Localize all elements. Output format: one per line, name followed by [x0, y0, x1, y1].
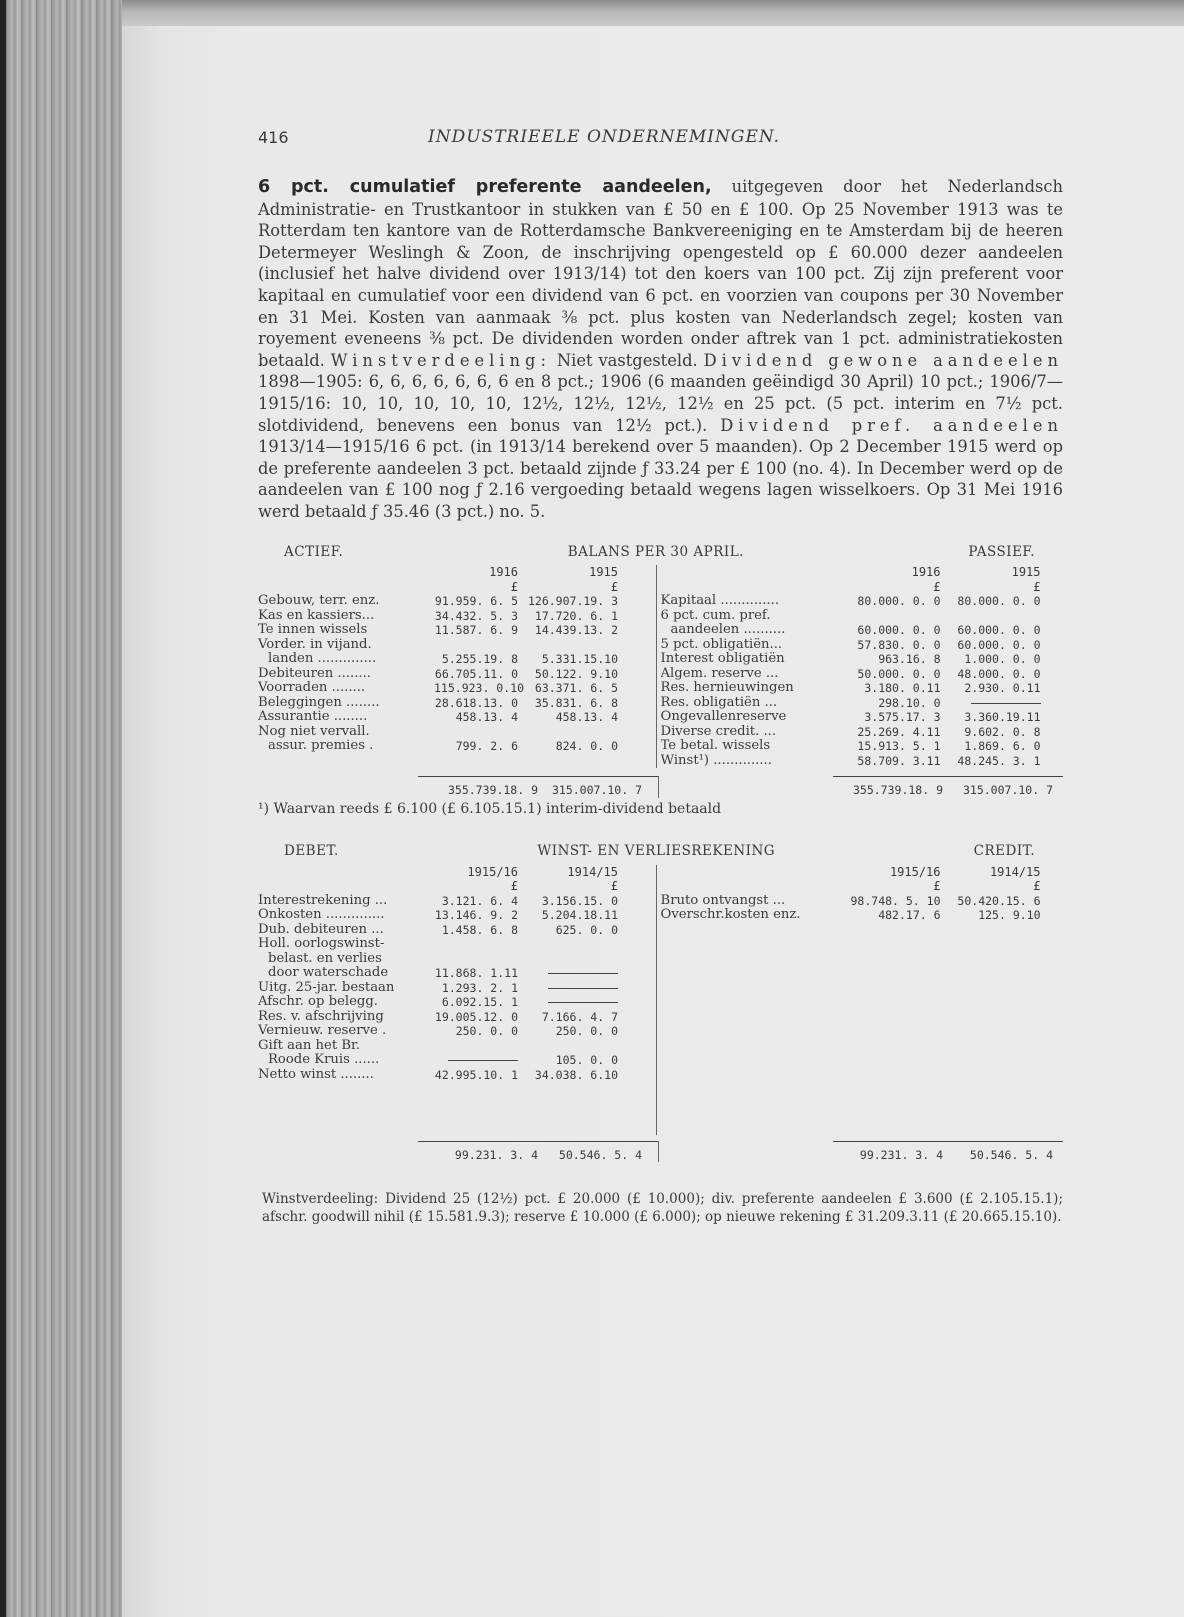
row-value-1: 799. 2. 6 — [455, 739, 518, 753]
table-row — [258, 966, 656, 981]
row-value-2: 63.371. 6. 5 — [534, 681, 618, 695]
currency-header: £ — [1033, 579, 1041, 594]
row-value-1: 58.709. 3.11 — [857, 753, 941, 768]
row-value-1: 3.180. 0.11 — [864, 681, 941, 695]
row-label: Holl. oorlogswinst- — [258, 937, 385, 951]
row-value-1: 66.705.11. 0 — [434, 666, 518, 681]
currency-header: £ — [610, 879, 618, 893]
credit-column — [656, 865, 1063, 1135]
row-label: 6 pct. cum. pref. — [660, 608, 771, 623]
row-value-2: 7.166. 4. 7 — [541, 1009, 618, 1024]
row-label: Kapitaal .............. — [660, 594, 780, 608]
year-header: 1916 — [489, 565, 518, 579]
spaced-heading: Winstverdeeling: — [330, 350, 551, 370]
row-label: Roode Kruis ...... — [268, 1053, 380, 1067]
debet-total-1: 99.231. 3. 4 — [454, 1147, 538, 1162]
row-value-2 — [518, 966, 618, 981]
row-value-2: 60.000. 0. 0 — [957, 623, 1041, 637]
table-row — [258, 894, 656, 909]
row-value-2: 1.000. 0. 0 — [964, 652, 1041, 666]
row-label: Onkosten .............. — [258, 908, 385, 922]
row-value-1: 1.458. 6. 8 — [441, 922, 518, 937]
actief-column — [258, 565, 656, 768]
table-row — [661, 725, 1063, 740]
table-row — [661, 594, 1063, 609]
row-value-1: 458.13. 4 — [455, 710, 518, 724]
row-value-2: 80.000. 0. 0 — [957, 594, 1041, 608]
actief-total-1916: 355.739.18. 9 — [447, 783, 538, 797]
debet-total-2: 50.546. 5. 4 — [558, 1147, 642, 1162]
table-row — [258, 1039, 656, 1054]
table-row — [258, 908, 656, 923]
row-value-1: 3.575.17. 3 — [864, 710, 941, 724]
row-label: Kas en kassiers... — [258, 608, 375, 623]
row-value-2: 60.000. 0. 0 — [957, 637, 1041, 652]
row-label: Netto winst ........ — [258, 1067, 374, 1082]
row-value-2: 5.331.15.10 — [541, 652, 618, 666]
row-value-2: 50.122. 9.10 — [534, 666, 618, 681]
row-value-2: 34.038. 6.10 — [534, 1067, 618, 1082]
row-label: Nog niet vervall. — [258, 724, 370, 739]
row-value-1: 57.830. 0. 0 — [857, 637, 941, 652]
row-label: Dub. debiteuren ... — [258, 922, 384, 937]
profit-loss-account — [258, 844, 1063, 1162]
row-value-1: 50.000. 0. 0 — [857, 666, 941, 681]
row-value-1: 28.618.13. 0 — [434, 695, 518, 710]
row-value-1 — [434, 937, 518, 952]
table-row — [258, 638, 656, 653]
table-row — [258, 937, 656, 952]
row-value-1: 115.923. 0.10 — [434, 681, 525, 695]
row-value-2: 9.602. 0. 8 — [964, 724, 1041, 739]
table-row — [661, 681, 1063, 696]
row-value-2: 5.204.18.11 — [541, 908, 618, 922]
row-value-2: 50.420.15. 6 — [957, 893, 1041, 908]
row-value-2: 125. 9.10 — [978, 908, 1041, 922]
passief-title: PASSIEF. — [968, 543, 1035, 560]
currency-header: £ — [933, 879, 941, 893]
row-label: Debiteuren ........ — [258, 666, 371, 681]
row-label: Vernieuw. reserve . — [258, 1024, 387, 1038]
row-value-2: 824. 0. 0 — [555, 739, 618, 753]
row-value-1: 11.868. 1.11 — [434, 966, 518, 980]
row-value-2 — [518, 1039, 618, 1054]
row-value-2: 1.869. 6. 0 — [964, 739, 1041, 753]
row-label: Diverse credit. ... — [660, 724, 777, 739]
row-label: Uitg. 25-jar. bestaan — [258, 980, 395, 995]
row-label: Beleggingen ........ — [258, 695, 380, 710]
passief-column — [656, 565, 1063, 768]
row-label: Res. hernieuwingen — [660, 681, 794, 695]
row-value-2 — [518, 952, 618, 967]
row-value-1: 250. 0. 0 — [455, 1024, 518, 1038]
row-value-2: 2.930. 0.11 — [964, 681, 1041, 695]
row-label: Res. obligatiën ... — [660, 695, 778, 710]
table-row — [258, 995, 656, 1010]
row-value-1: 60.000. 0. 0 — [857, 623, 941, 637]
row-value-2 — [518, 937, 618, 952]
year-header: 1915/16 — [889, 864, 941, 879]
empty-dash — [548, 988, 618, 989]
row-label: Res. v. afschrijving — [258, 1009, 384, 1024]
currency-header: £ — [933, 579, 941, 594]
currency-header: £ — [510, 579, 518, 594]
table-row — [661, 754, 1063, 769]
row-value-1 — [434, 638, 518, 653]
row-value-2: 126.907.19. 3 — [527, 594, 618, 608]
row-label: Afschr. op belegg. — [258, 995, 378, 1009]
row-value-1: 1.293. 2. 1 — [441, 980, 518, 995]
balance-footnote: ¹) Waarvan reeds £ 6.100 (£ 6.105.15.1) interim-dividend betaald — [258, 800, 722, 817]
empty-dash — [971, 703, 1041, 704]
table-row — [258, 609, 656, 624]
row-label: 5 pct. obligatiën... — [660, 637, 783, 652]
table-row — [661, 652, 1063, 667]
actief-title: ACTIEF. — [284, 543, 344, 560]
row-label: belast. en verlies — [268, 951, 382, 966]
row-value-1: 963.16. 8 — [878, 652, 941, 666]
year-header: 1915 — [589, 565, 618, 579]
table-row — [661, 710, 1063, 725]
text-run: 1913/14—1915/16 6 pct. (in 1913/14 berekend over 5 maanden). Op 2 December 1915 werd op de preferente aandeelen 3 pct. betaald zijnde ƒ 33.24 per £ 100 (no. 4). In December werd op de aandeelen van £ 100 nog ƒ 2.16 vergoeding betaald wegens lagen wisselkoers. Op 31 Mei 1916 werd betaald ƒ 35.46 (3 pct.) no. 5. — [258, 437, 1063, 521]
row-value-2 — [941, 696, 1041, 711]
row-label: Gebouw, terr. enz. — [258, 594, 380, 608]
empty-dash — [548, 1002, 618, 1003]
table-row — [258, 923, 656, 938]
table-row — [258, 667, 656, 682]
table-row — [258, 1024, 656, 1039]
row-value-1: 80.000. 0. 0 — [857, 594, 941, 608]
table-row — [258, 710, 656, 725]
row-value-1 — [434, 1039, 518, 1054]
balance-titles — [258, 545, 1063, 560]
row-value-2: 625. 0. 0 — [555, 922, 618, 937]
table-row — [661, 638, 1063, 653]
row-value-2 — [518, 995, 618, 1010]
spaced-heading: Dividend pref. aandeelen — [720, 415, 1063, 435]
book-spine-edge — [0, 0, 128, 1617]
text-run: Niet vastgesteld. — [550, 350, 704, 370]
table-row — [661, 623, 1063, 638]
winstverdeeling-paragraph: Winstverdeeling: Dividend 25 (12½) pct. £ 20.000 (£ 10.000); div. preferente aandeelen £ 3.600 (£ 2.105.15.1); afschr. goodwill nihil (£ 15.581.9.3); reserve £ 10.000 (£ 6.000); op nieuwe rekening £ 31.209.3.11 (£ 20.665.15.10). — [262, 1191, 1063, 1225]
row-value-1: 298.10. 0 — [878, 695, 941, 710]
row-value-1: 6.092.15. 1 — [441, 995, 518, 1009]
row-value-1: 98.748. 5. 10 — [850, 893, 941, 908]
row-label: Winst¹) .............. — [660, 753, 772, 768]
row-label: Gift aan het Br. — [258, 1038, 361, 1053]
currency-header: £ — [1033, 879, 1041, 893]
currency-header: £ — [610, 579, 618, 594]
row-label: Assurantie ........ — [258, 710, 368, 724]
row-value-1 — [434, 1053, 518, 1068]
row-label: Interest obligatiën — [660, 652, 785, 666]
row-value-2 — [518, 725, 618, 740]
row-label: door waterschade — [268, 966, 389, 980]
row-value-2: 35.831. 6. 8 — [534, 695, 618, 710]
row-label: Vorder. in vijand. — [258, 637, 372, 652]
page-content — [258, 122, 1063, 1226]
year-header: 1916 — [911, 565, 941, 579]
row-label: assur. premies . — [268, 739, 374, 753]
debet-column — [258, 865, 656, 1135]
table-row — [258, 696, 656, 711]
spaced-heading: Dividend gewone aandeelen — [703, 350, 1063, 370]
balance-sheet — [258, 545, 1063, 817]
row-label: Overschr.kosten enz. — [660, 908, 801, 922]
empty-dash — [548, 973, 618, 974]
running-title: INDUSTRIEELE ONDERNEMINGEN. — [428, 127, 781, 147]
text-run: uitgegeven door het Nederlandsch Administratie- en Trustkantoor in stukken van £ 50 en £ 100. Op 25 November 1913 was te Rotterdam ten kantore van de Rotterdamsche Bankvereeniging en te Amsterdam bij de heeren Determeyer Weslingh & Zoon, de inschrijving opengesteld op £ 60.000 dezer aandeelen (inclusief het halve dividend over 1913/14) tot den koers van 100 pct. Zij zijn preferent voor kapitaal en cumulatief voor een dividend van 6 pct. en voorzien van coupons per 30 November en 31 Mei. Kosten van aanmaak ⅜ pct. plus kosten van Nederlandsch zegel; kosten van royement eveneens ⅜ pct. De dividenden worden onder aftrek van 1 pct. administratiekosten betaald. — [258, 177, 1063, 370]
pl-title: WINST- EN VERLIESREKENING — [537, 843, 776, 859]
row-value-1: 13.146. 9. 2 — [434, 908, 518, 922]
row-value-2: 105. 0. 0 — [555, 1053, 618, 1067]
passief-total-1916: 355.739.18. 9 — [852, 783, 943, 797]
table-row — [661, 739, 1063, 754]
currency-header: £ — [510, 879, 518, 893]
text-run: 1898—1905: 6, 6, 6, 6, 6, 6, 6 en 8 pct.; 1906 (6 maanden geëindigd 30 April) 10 pct.; 1906/7—1915/16: 10, 10, 10, 10, 10, 12½, 12½, 12½, 12½ en 25 pct. (5 pct. interim en 7½ pct. slotdividend, benevens een bonus van 12½ pct.). — [258, 372, 1063, 435]
row-value-1 — [434, 952, 518, 967]
description-paragraph — [258, 176, 1063, 523]
row-value-1 — [831, 609, 941, 624]
row-label: landen .............. — [268, 652, 377, 666]
actief-total-1915: 315.007.10. 7 — [551, 783, 642, 797]
table-row — [661, 908, 1063, 923]
passief-total-1915: 315.007.10. 7 — [962, 783, 1053, 797]
row-value-1: 91.959. 6. 5 — [434, 594, 518, 608]
row-label: Interestrekening ... — [258, 893, 388, 908]
table-row — [661, 894, 1063, 909]
page-number: 416 — [258, 127, 289, 147]
row-label: Algem. reserve ... — [660, 666, 779, 681]
row-value-1 — [434, 725, 518, 740]
table-row — [258, 952, 656, 967]
table-row — [258, 1010, 656, 1025]
row-value-2: 48.245. 3. 1 — [957, 753, 1041, 768]
year-header: 1914/15 — [567, 864, 618, 879]
row-value-1: 11.587. 6. 9 — [434, 623, 518, 637]
row-value-1: 482.17. 6 — [878, 908, 941, 922]
empty-dash — [448, 1060, 518, 1061]
table-row — [258, 652, 656, 667]
row-value-2: 17.720. 6. 1 — [534, 608, 618, 623]
credit-total-2: 50.546. 5. 4 — [969, 1147, 1053, 1162]
table-row — [258, 1068, 656, 1083]
table-row — [258, 681, 656, 696]
row-value-2 — [518, 638, 618, 653]
row-value-2 — [941, 609, 1041, 624]
pl-titles — [258, 844, 1063, 859]
row-value-1: 5.255.19. 8 — [441, 652, 518, 666]
table-row — [258, 739, 656, 754]
row-label: Bruto ontvangst ... — [660, 893, 786, 908]
row-value-2: 3.360.19.11 — [964, 710, 1041, 724]
running-header — [258, 122, 1063, 152]
table-row — [258, 594, 656, 609]
row-label: aandeelen .......... — [670, 623, 786, 637]
row-label: Voorraden ........ — [258, 681, 366, 695]
row-value-1: 42.995.10. 1 — [434, 1067, 518, 1082]
row-value-2: 14.439.13. 2 — [534, 623, 618, 637]
debet-title: DEBET. — [284, 843, 339, 859]
row-value-1: 19.005.12. 0 — [434, 1009, 518, 1024]
balance-title: BALANS PER 30 APRIL. — [567, 543, 744, 560]
table-row — [258, 1053, 656, 1068]
table-row — [661, 667, 1063, 682]
credit-title: CREDIT. — [973, 843, 1035, 859]
row-value-2: 458.13. 4 — [555, 710, 618, 724]
year-header: 1915 — [1011, 565, 1041, 579]
row-value-2: 250. 0. 0 — [555, 1024, 618, 1038]
table-row — [258, 981, 656, 996]
table-row — [258, 623, 656, 638]
table-row — [661, 609, 1063, 624]
year-header: 1914/15 — [989, 864, 1041, 879]
row-value-2: 48.000. 0. 0 — [957, 666, 1041, 681]
credit-total-1: 99.231. 3. 4 — [859, 1147, 943, 1162]
row-value-1: 34.432. 5. 3 — [434, 608, 518, 623]
row-label: Ongevallenreserve — [660, 710, 787, 724]
row-value-2: 3.156.15. 0 — [541, 893, 618, 908]
row-label: Te betal. wissels — [660, 739, 771, 753]
row-value-1: 3.121. 6. 4 — [441, 893, 518, 908]
section-lead: 6 pct. cumulatief preferente aandeelen, — [258, 177, 712, 197]
table-row — [258, 725, 656, 740]
row-value-1: 25.269. 4.11 — [857, 724, 941, 739]
row-value-1: 15.913. 5. 1 — [857, 739, 941, 753]
row-label: Te innen wissels — [258, 623, 368, 637]
row-value-2 — [518, 981, 618, 996]
year-header: 1915/16 — [467, 864, 518, 879]
table-row — [661, 696, 1063, 711]
